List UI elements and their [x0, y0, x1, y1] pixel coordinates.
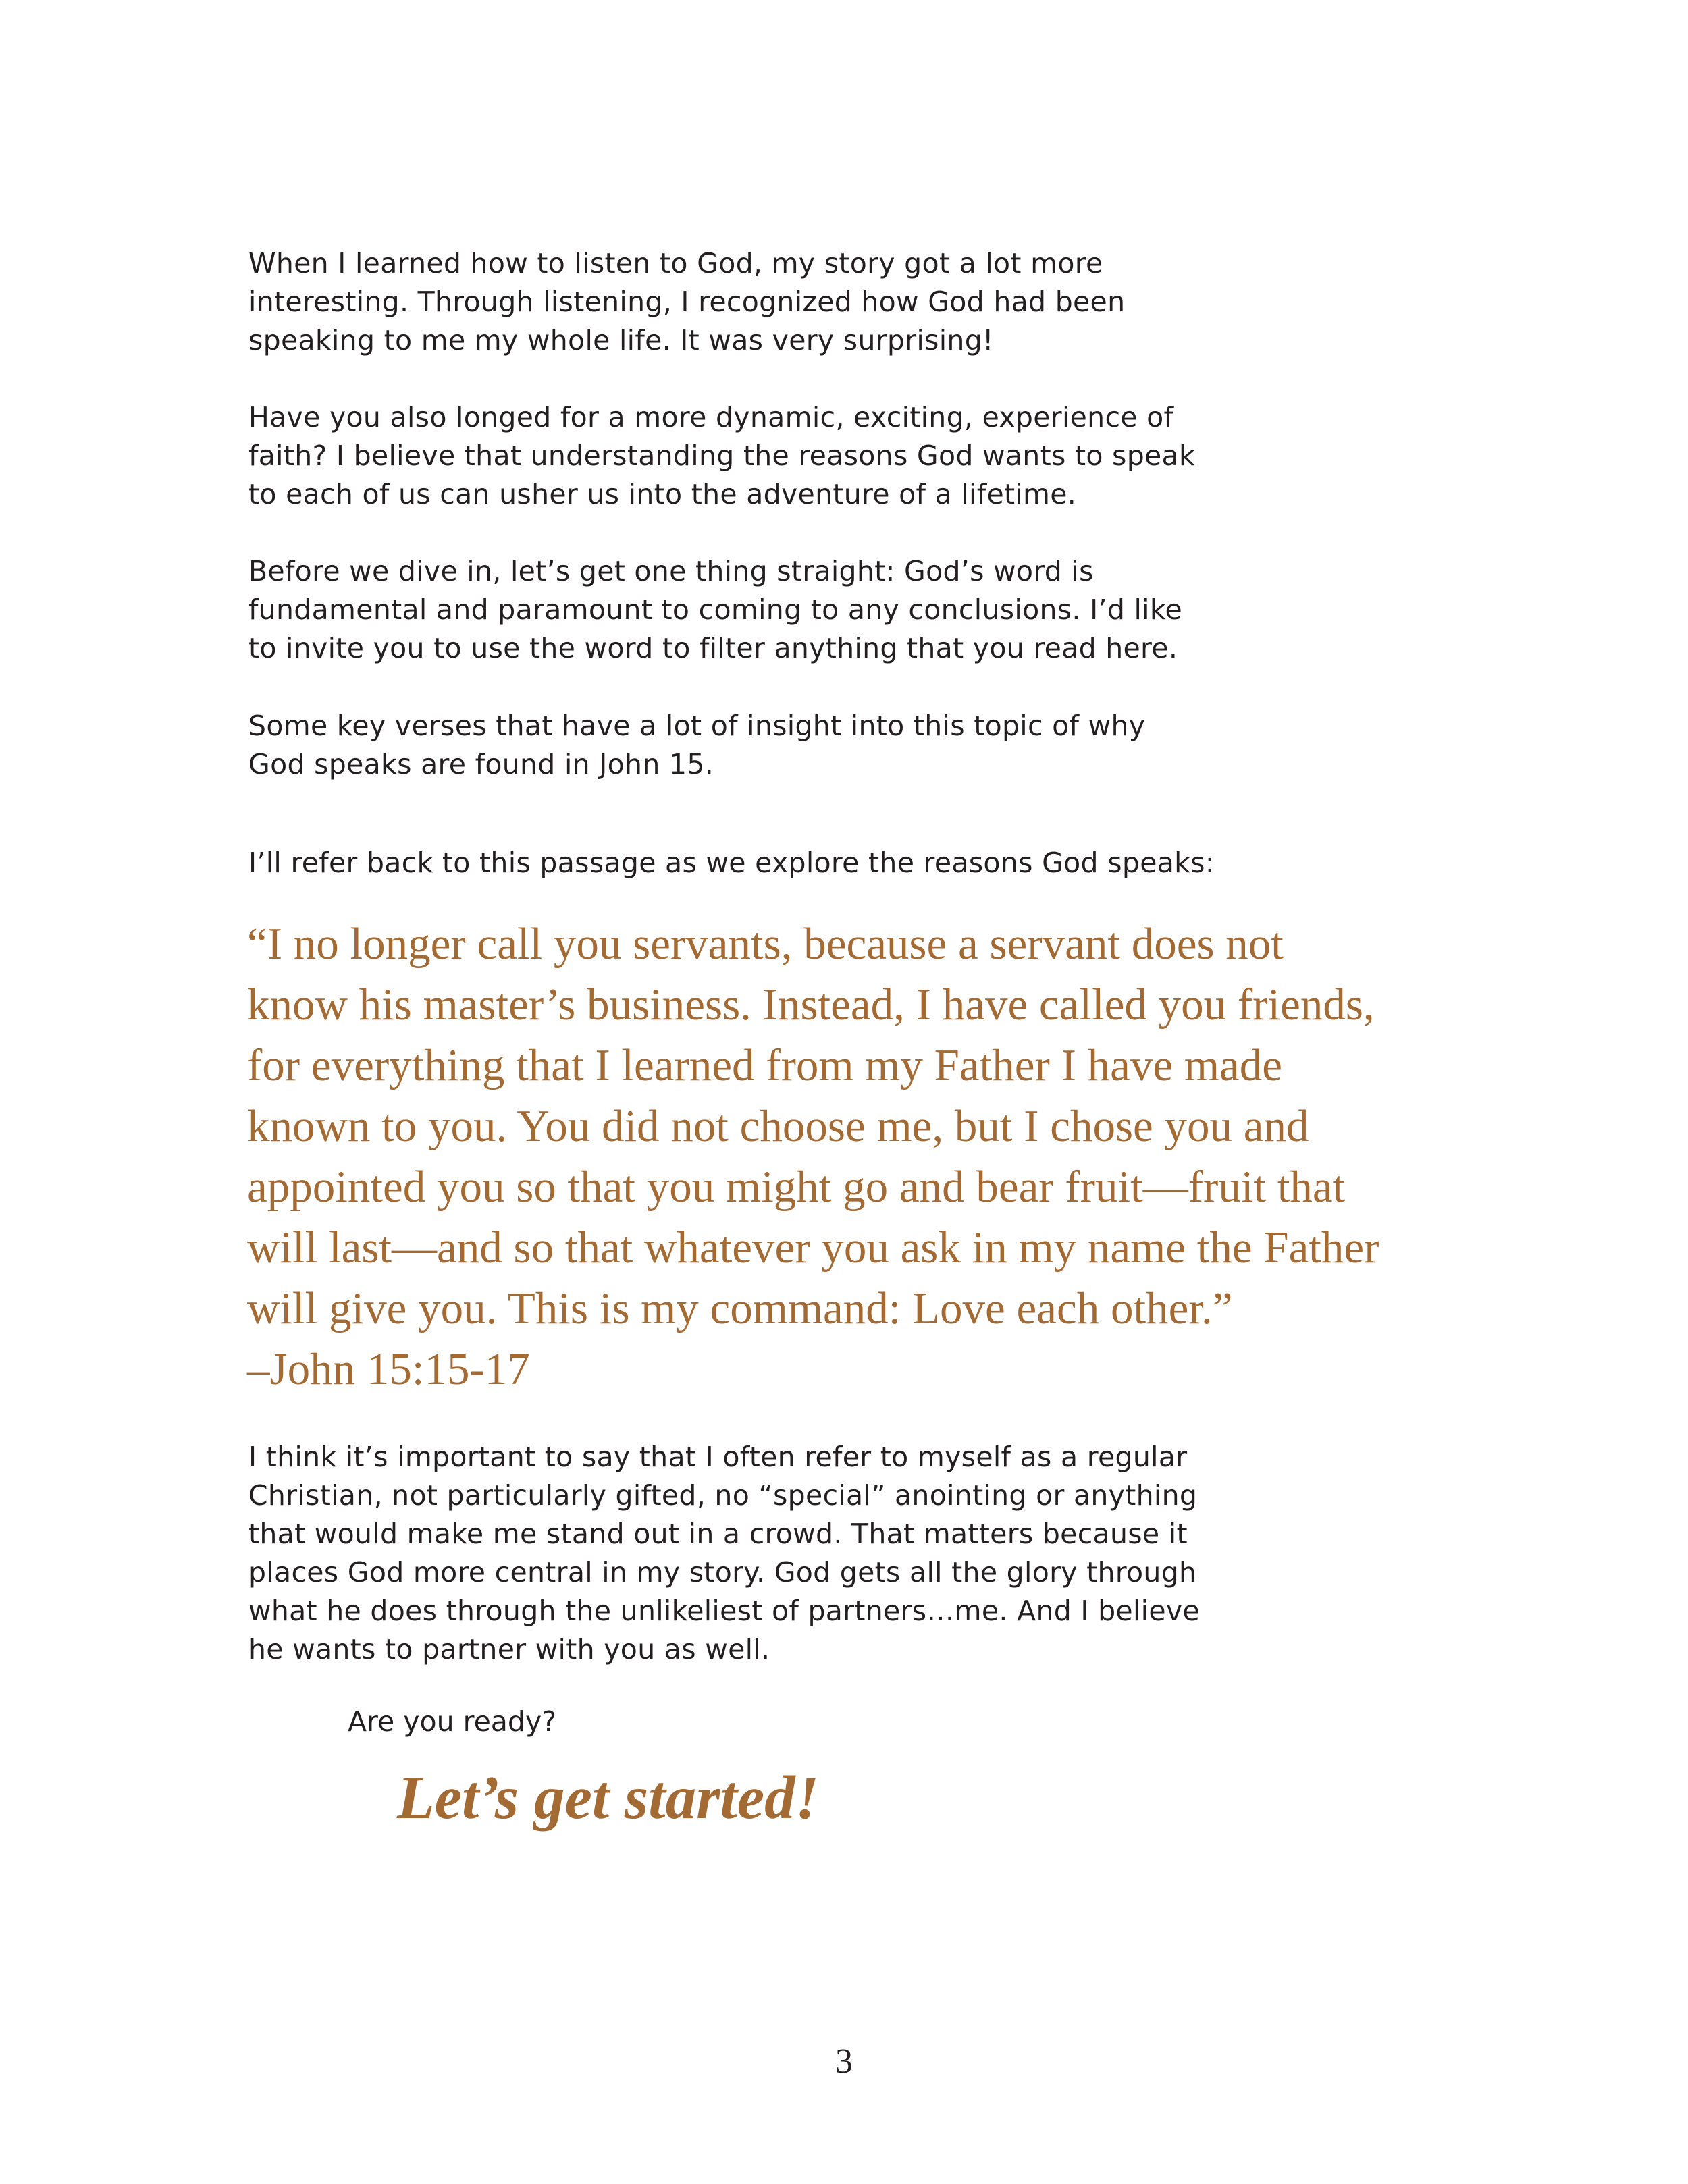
text-line: interesting. Through listening, I recognized how God had been	[248, 286, 1126, 318]
paragraph-key-verses	[248, 707, 1234, 784]
text-line: When I learned how to listen to God, my story got a lot more	[248, 247, 1103, 279]
paragraph-before-we-dive	[248, 552, 1234, 668]
text-line: Some key verses that have a lot of insight into this topic of why	[248, 710, 1146, 742]
call-to-action-heading: Let’s get started!	[397, 1763, 820, 1832]
quote-line: know his master’s business. Instead, I have called you friends,	[247, 980, 1375, 1030]
text-line: I think it’s important to say that I often refer to myself as a regular	[248, 1441, 1188, 1473]
paragraph-intro	[248, 244, 1234, 360]
text-line: Before we dive in, let’s get one thing straight: God’s word is	[248, 555, 1094, 587]
text-line: to invite you to use the word to filter anything that you read here.	[248, 632, 1178, 664]
quote-line: will last—and so that whatever you ask in my name the Father	[247, 1223, 1379, 1273]
page-number: 3	[835, 2042, 853, 2081]
text-line: what he does through the unlikeliest of partners…me. And I believe	[248, 1595, 1200, 1627]
text-line: Christian, not particularly gifted, no “special” anointing or anything	[248, 1479, 1198, 1512]
paragraph-refer-back	[248, 844, 1234, 882]
scripture-quote	[247, 913, 1379, 1400]
quote-line: will give you. This is my command: Love each other.”	[247, 1283, 1233, 1333]
paragraph-regular-christian	[248, 1438, 1234, 1669]
quote-line: for everything that I learned from my Father I have made	[247, 1040, 1282, 1090]
text-line: God speaks are found in John 15.	[248, 748, 714, 780]
text-line: places God more central in my story. God gets all the glory through	[248, 1556, 1197, 1589]
text-line: Have you also longed for a more dynamic, exciting, experience of	[248, 401, 1174, 433]
quote-line: appointed you so that you might go and bear fruit—fruit that	[247, 1162, 1346, 1212]
text-line: speaking to me my whole life. It was very surprising!	[248, 324, 994, 356]
text-line: fundamental and paramount to coming to any conclusions. I’d like	[248, 593, 1182, 626]
question-text: Are you ready?	[348, 1705, 556, 1738]
quote-line: known to you. You did not choose me, but I chose you and	[247, 1101, 1309, 1151]
text-line: I’ll refer back to this passage as we explore the reasons God speaks:	[248, 847, 1215, 879]
text-line: to each of us can usher us into the adventure of a lifetime.	[248, 478, 1077, 510]
quote-line: “I no longer call you servants, because a servant does not	[247, 919, 1284, 969]
paragraph-longed	[248, 398, 1234, 514]
text-line: he wants to partner with you as well.	[248, 1633, 770, 1666]
text-line: that would make me stand out in a crowd. That matters because it	[248, 1518, 1188, 1550]
quote-citation: –John 15:15-17	[247, 1344, 530, 1394]
text-line: faith? I believe that understanding the reasons God wants to speak	[248, 440, 1196, 472]
